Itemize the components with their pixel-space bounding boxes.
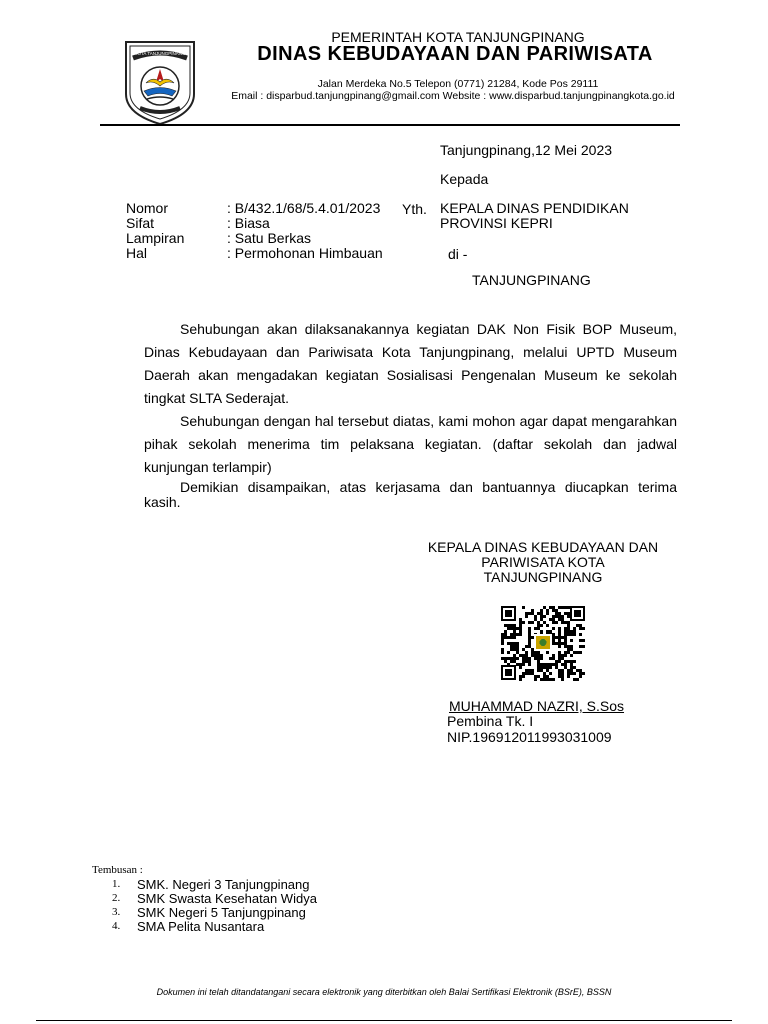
meta-row-sifat [126,216,436,231]
cc-number: 2. [112,892,121,904]
cc-item [112,919,412,933]
office-address: Jalan Merdeka No.5 Telepon (0771) 21284, Kode Pos 29111 [317,78,599,90]
cc-label: Tembusan : [92,864,143,876]
cc-number: 3. [112,906,121,918]
cc-recipient: SMK Swasta Kesehatan Widya [137,890,317,906]
office-name: DINAS KEBUDAYAAN DAN PARIWISATA [257,43,653,65]
meta-value: : Biasa [227,215,270,231]
meta-key: Lampiran [126,230,185,246]
cc-recipient: SMA Pelita Nusantara [137,918,265,934]
meta-value: : Satu Berkas [227,230,312,246]
cc-item [112,905,412,919]
di-label: di - [448,246,468,262]
signatory-title-line: TANJUNGPINANG [483,569,603,585]
body-paragraph: Sehubungan dengan hal tersebut diatas, kami mohon agar dapat mengarahkan pihak sekolah menerima tim pelaksana kegiatan. (daftar sekolah dan jadwal kunjungan terlampir) [144,413,677,475]
logo-text: KOTA TANJUNGPINANG [134,51,186,56]
meta-row-hal [126,246,436,261]
government-name: PEMERINTAH KOTA TANJUNGPINANG [331,29,585,45]
meta-key: Hal [126,245,148,261]
recipient [440,201,680,231]
cc-recipient: SMK. Negeri 3 Tanjungpinang [137,876,310,892]
cc-item [112,877,412,891]
qr-finder-bottom-left [501,665,516,680]
qr-finder-top-right [570,606,585,621]
closing-paragraph: Demikian disampaikan, atas kerjasama dan bantuannya diucapkan terima kasih. [144,479,677,510]
signer-name: MUHAMMAD NAZRI, S.Sos [449,698,625,714]
meta-value: : Permohonan Himbauan [227,245,383,261]
meta-value: : B/432.1/68/5.4.01/2023 [227,200,381,216]
recipient-line: PROVINSI KEPRI [440,215,553,231]
yth-label: Yth. [402,201,427,217]
signatory-title-line: KEPALA DINAS KEBUDAYAAN DAN [427,539,659,555]
body-paragraph: Sehubungan akan dilaksanakannya kegiatan DAK Non Fisik BOP Museum, Dinas Kebudayaan dan Pariwisata Kota Tanjungpinang, melalui UPTD Museum Daerah akan mengadakan kegiatan Sosialisasi Pengenalan Museum ke sekolah tingkat SLTA Sederajat. [144,321,677,406]
kepada-label: Kepada [440,171,489,187]
signer-rank: Pembina Tk. I [447,713,534,729]
meta-key: Nomor [126,200,169,216]
qr-finder-top-left [501,606,516,621]
qr-code-signature [500,605,586,681]
meta-row-lampiran [126,231,436,246]
signer-nip: NIP.196912011993031009 [447,729,612,745]
letter-body [144,318,677,479]
cc-number: 4. [112,920,121,932]
city-emblem-logo [120,36,200,126]
recipient-line: KEPALA DINAS PENDIDIKAN [440,200,629,216]
destination-city: TANJUNGPINANG [472,272,591,288]
letter-meta [126,201,436,261]
e-signature-footer-note: Dokumen ini telah ditandatangani secara elektronik yang diterbitkan oleh Balai Sertifikasi Elektronik (BSrE), BSSN [156,987,612,997]
signatory-title [412,540,674,585]
cc-list [112,877,412,933]
footer-divider [36,1020,732,1021]
cc-number: 1. [112,878,121,890]
letterhead-divider [100,124,680,126]
cc-item [112,891,412,905]
cc-recipient: SMK Negeri 5 Tanjungpinang [137,904,306,920]
signatory-title-line: PARIWISATA KOTA [481,554,605,570]
meta-key: Sifat [126,215,155,231]
office-contact: Email : disparbud.tanjungpinang@gmail.com Website : www.disparbud.tanjungpinangkota.go.id [231,90,675,102]
letter-date: Tanjungpinang,12 Mei 2023 [440,142,613,158]
meta-row-nomor [126,201,436,216]
